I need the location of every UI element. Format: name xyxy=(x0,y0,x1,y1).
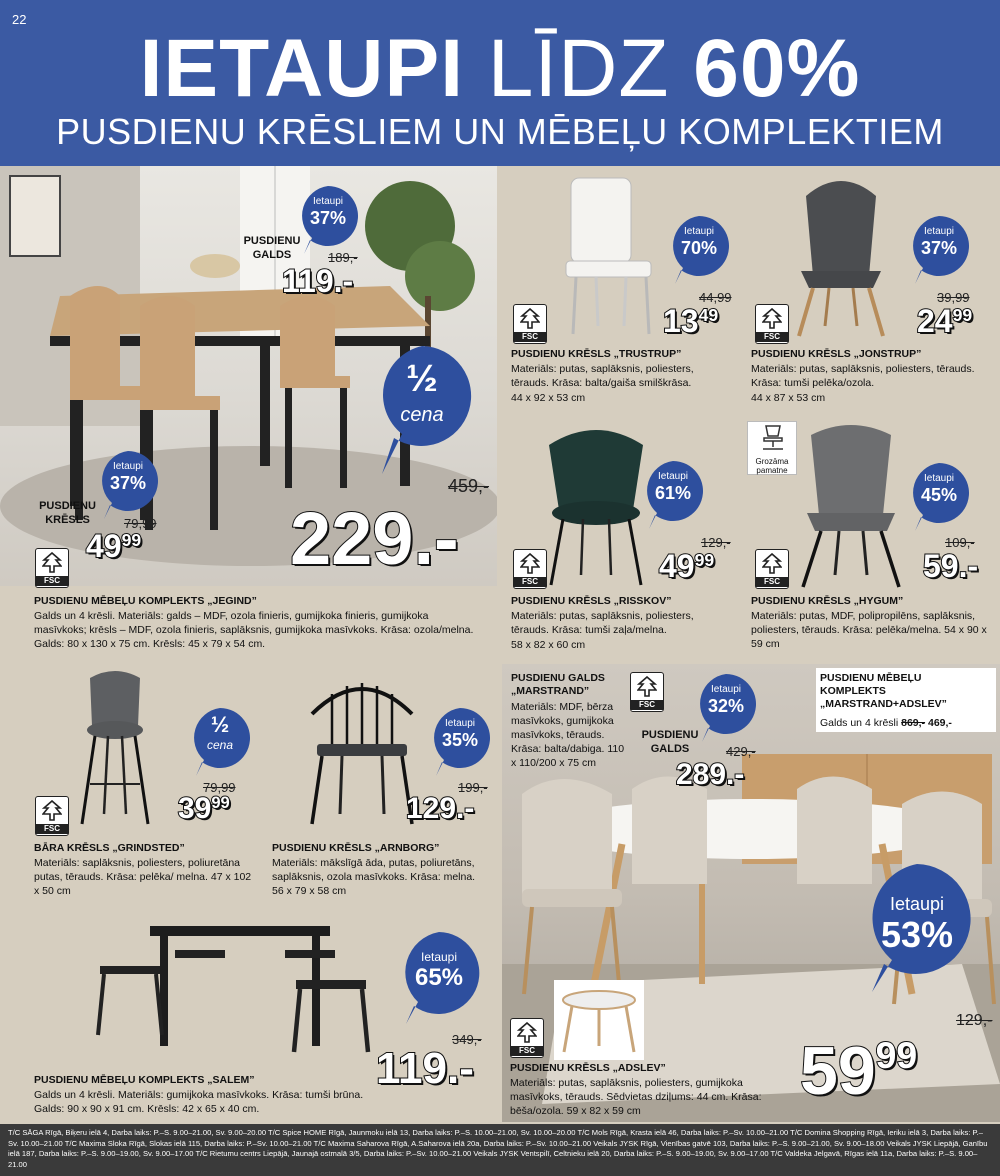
fsc-text: FSC xyxy=(514,577,546,587)
price-cents: 99 xyxy=(952,305,973,325)
badge-value: 45% xyxy=(920,485,958,505)
arnborg-desc: Materiāls: mākslīgā āda, putas, poliuretāns, saplāksnis, ozola masīvkoks. Krāsa: melna. 56 x 79 x 58 cm xyxy=(272,857,476,897)
arnborg-old-price: 199,- xyxy=(458,780,488,795)
price-main: 49 xyxy=(659,548,695,584)
badge-label: Ietaupi xyxy=(112,461,144,472)
badge-value: 70% xyxy=(680,238,718,258)
panel-arnborg xyxy=(262,664,498,906)
hygum-title: PUSDIENU KRĒSLS „HYGUM” xyxy=(751,595,904,607)
set-desc-text: Galds un 4 krēsli xyxy=(820,717,899,729)
badge-label: Ietaupi xyxy=(710,684,742,695)
salem-old-price: 349,- xyxy=(452,1032,482,1047)
price-cents: 99 xyxy=(694,550,715,570)
panel-salem xyxy=(0,910,498,1122)
badge-label: Ietaupi xyxy=(889,894,945,914)
hygum-badge xyxy=(909,463,969,533)
badge-value: 35% xyxy=(441,730,479,750)
salem-badge xyxy=(398,932,480,1026)
risskov-fsc-logo xyxy=(513,549,547,589)
price-main: 49 xyxy=(86,528,122,564)
jegind-half-price-badge xyxy=(372,346,472,476)
risskov-dims: 58 x 82 x 60 cm xyxy=(511,639,586,651)
jonstrup-desc: Materiāls: putas, saplāksnis, poliesters, tērauds. Krāsa: tumši pelēka/ozola. xyxy=(751,363,975,389)
badge-value: 65% xyxy=(414,964,464,991)
hygum-price: 59.- xyxy=(923,548,979,584)
fsc-text: FSC xyxy=(756,332,788,342)
badge-label: Ietaupi xyxy=(657,471,689,482)
marstrand-table-label: PUSDIENU GALDS xyxy=(641,729,699,755)
page-number: 22 xyxy=(12,12,27,27)
grindsted-fsc-logo xyxy=(35,796,69,836)
panel-jonstrup xyxy=(741,166,1000,411)
grindsted-price xyxy=(178,792,230,826)
badge-value: 32% xyxy=(707,696,745,716)
adslev-table-thumbnail xyxy=(554,980,644,1060)
marstrand-set-box xyxy=(816,668,996,732)
badge-value: 37% xyxy=(920,238,958,258)
price-main: 39 xyxy=(178,792,212,825)
jonstrup-badge xyxy=(909,216,969,286)
grindsted-half-price-badge xyxy=(190,708,250,778)
badge-value: 37% xyxy=(109,473,147,493)
hygum-old-price: 109,- xyxy=(945,535,975,550)
arnborg-title: PUSDIENU KRĒSLS „ARNBORG” xyxy=(272,842,440,854)
jegind-chair-price xyxy=(86,528,141,565)
set-old-price: 869,- xyxy=(901,717,926,729)
badge-label: Ietaupi xyxy=(923,473,955,484)
adslev-title: PUSDIENU KRĒSLS „ADSLEV” xyxy=(510,1062,666,1074)
marstrand-table-old-price: 429,- xyxy=(726,744,756,759)
jonstrup-dims: 44 x 87 x 53 cm xyxy=(751,392,826,404)
adslev-badge xyxy=(862,864,972,994)
trustrup-badge xyxy=(669,216,729,286)
arnborg-price: 129.- xyxy=(406,792,475,825)
trustrup-fsc-logo xyxy=(513,304,547,344)
half-price-word: cena xyxy=(400,404,444,426)
price-main: 24 xyxy=(917,303,953,339)
header-banner xyxy=(0,0,1000,166)
badge-value: 37% xyxy=(309,208,347,228)
jegind-chair-label: PUSDIENU KRĒSLS xyxy=(39,500,96,526)
panel-hygum xyxy=(741,415,1000,660)
jegind-chair-old-price: 79,99 xyxy=(124,516,157,531)
adslev-desc: Materiāls: putas, saplāksnis, poliesters, gumijkoka masīvkoks, tērauds. Sēdvietas dziļums: 44 cm. Krāsa: bēša/ozola. 59 x 82 x 59 cm xyxy=(510,1077,762,1117)
badge-label: Ietaupi xyxy=(683,226,715,237)
jegind-table-old-price: 189,- xyxy=(328,250,358,265)
price-main: 59 xyxy=(800,1033,876,1109)
jegind-table-label: PUSDIENU GALDS xyxy=(243,235,301,261)
jonstrup-price xyxy=(917,303,972,340)
marstrand-table-price: 289.- xyxy=(676,758,745,791)
jegind-set-price: 229.- xyxy=(290,497,459,580)
half-price-fraction: ½ xyxy=(210,712,230,737)
headline xyxy=(0,23,1000,114)
marstrand-set-desc xyxy=(820,716,996,730)
price-main: 13 xyxy=(663,303,699,339)
panel-jegind xyxy=(0,166,497,661)
fsc-text: FSC xyxy=(631,700,663,710)
price-cents: 99 xyxy=(875,1034,918,1076)
salem-price: 119.- xyxy=(376,1044,474,1093)
jegind-chair-badge xyxy=(98,451,158,521)
badge-label: Ietaupi xyxy=(420,950,458,964)
footer-store-list: T/C SĀGA Rīgā, Biķeru ielā 4, Darba laiks: P.–S. 9.00–21.00, Sv. 9.00–20.00 T/C Spice HOME Rīgā, Jaunmoku ielā 13, Darba laiks: P.–S. 10.00–21.00, Sv. 10.00–20.00 T/C Mols Rīgā, Krasta ielā 46, Darba laiks: P.–Sv. 10.00–21.00 T/C Domina Shopping Rīgā, Ieriku ielā 3, Darba laiks: P.–Sv. 10.00–21.00 T/C Maxima Sloka Rīgā, Slokas ielā 115, Darba laiks: P.–Sv. 10.00–21.00 T/C Maxima Saharova Rīgā, A.Saharova ielā 20a, Darba laiks: P.–Sv. 10.00–21.00 Veikals JYSK Rīgā, Vienības gatvē 103, Darba laiks: P.–S. 9.00–21.00, Sv. 9.00–18.00 Veikals JYSK Liepājā, Ganību ielā 187, Darba laiks: P.–S. 9.00–19.00, Sv. 9.00–17.00 T/C Rietumu centrs Liepājā, Jaunajā ostmalā 3/5, Darba laiks: P.–Sv. 10.00–21.00 Veikals JYSK Ventspilī, Celtnieku ielā 20, Darba laiks: P.–S. 9.00–19.00, Sv. 9.00–17.00 T/C Valdeka Jelgavā, Rīgas ielā 11a, Darba laiks: P.–S. 9.00–21.00 xyxy=(0,1124,1000,1176)
trustrup-old-price: 44,99 xyxy=(699,290,732,305)
hygum-fsc-logo xyxy=(755,549,789,589)
fsc-text: FSC xyxy=(514,332,546,342)
price-cents: 99 xyxy=(211,794,230,812)
marstrand-table-title: PUSDIENU GALDS „MARSTRAND” xyxy=(511,672,605,697)
swivel-chair-icon xyxy=(748,422,798,452)
set-new-price: 469,- xyxy=(927,717,952,729)
risskov-title: PUSDIENU KRĒSLS „RISSKOV” xyxy=(511,595,672,607)
price-cents: 49 xyxy=(698,305,719,325)
adslev-price xyxy=(800,1032,917,1110)
price-cents: 99 xyxy=(121,530,142,550)
badge-value: 53% xyxy=(880,914,954,955)
panel-risskov xyxy=(501,415,737,660)
risskov-badge xyxy=(643,461,703,531)
grindsted-old-price: 79,99 xyxy=(203,780,236,795)
hygum-swivel-box xyxy=(747,421,797,475)
salem-title: PUSDIENU MĒBEĻU KOMPLEKTS „SALEM” xyxy=(34,1074,255,1086)
adslev-old-price: 129,- xyxy=(956,1012,993,1029)
headline-bold: IETAUPI xyxy=(139,23,464,114)
badge-value: 61% xyxy=(654,483,692,503)
marstrand-set-title: PUSDIENU MĒBEĻU KOMPLEKTS „MARSTRAND+ADSLEV” xyxy=(820,672,947,710)
badge-label: Ietaupi xyxy=(923,226,955,237)
subheadline: PUSDIENU KRĒSLIEM UN MĒBEĻU KOMPLEKTIEM xyxy=(56,111,944,152)
trustrup-title: PUSDIENU KRĒSLS „TRUSTRUP” xyxy=(511,348,682,360)
jegind-title: PUSDIENU MĒBEĻU KOMPLEKTS „JEGIND” xyxy=(34,595,257,607)
trustrup-dims: 44 x 92 x 53 cm xyxy=(511,392,586,404)
marstrand-table-desc: Materiāls: MDF, bērza masīvkoks, gumijkoka masīvkoks, tērauds. Krāsa: balta/dabiga. 110 x 110/200 x 75 cm xyxy=(511,701,625,769)
headline-percent: 60% xyxy=(693,23,861,114)
hygum-desc: Materiāls: putas, MDF, polipropilēns, saplāksnis, poliesters, tērauds. Krāsa: pelēka/melna. 54 x 90 x 59 cm xyxy=(751,610,987,650)
adslev-inset xyxy=(554,980,644,1060)
headline-thin: LĪDZ xyxy=(487,23,670,114)
jegind-set-old-price: 459,- xyxy=(448,476,490,496)
risskov-desc: Materiāls: putas, saplāksnis, poliesters, tērauds. Krāsa: tumši zaļa/melna. xyxy=(511,610,694,636)
jonstrup-old-price: 39,99 xyxy=(937,290,970,305)
risskov-old-price: 129,- xyxy=(701,535,731,550)
jegind-table-price: 119.- xyxy=(282,263,354,299)
arnborg-badge xyxy=(430,708,490,778)
swivel-text: Grozāma pamatne xyxy=(755,457,789,475)
half-price-fraction: ½ xyxy=(406,358,438,400)
fsc-text: FSC xyxy=(36,824,68,834)
fsc-text: FSC xyxy=(756,577,788,587)
panel-trustrup xyxy=(501,166,737,411)
jegind-desc: Galds un 4 krēsli. Materiāls: galds – MDF, ozola finieris, gumijkoka finieris, gumijkoka masīvkoks; krēsls – MDF, ozola finieris, saplāksnis, gumijkoka masīvkoks. Krāsa: ozola/melna. Galds: 80 x 130 x 75 cm. Krēsls: 45 x 79 x 54 cm. xyxy=(34,610,474,650)
jonstrup-title: PUSDIENU KRĒSLS „JONSTRUP” xyxy=(751,348,922,360)
trustrup-desc: Materiāls: putas, saplāksnis, poliesters, tērauds. Krāsa: balta/gaiša smilškrāsa. xyxy=(511,363,694,389)
fsc-text: FSC xyxy=(36,576,68,586)
salem-desc: Galds un 4 krēsli. Materiāls: gumijkoka masīvkoks. Krāsa: tumši brūna. Galds: 90 x 90 x 91 cm. Krēsls: 42 x 65 x 40 cm. xyxy=(34,1089,364,1115)
panel-marstrand xyxy=(502,664,1000,1122)
panel-grindsted xyxy=(0,664,258,906)
grindsted-title: BĀRA KRĒSLS „GRINDSTED” xyxy=(34,842,185,854)
jonstrup-fsc-logo xyxy=(755,304,789,344)
badge-label: Ietaupi xyxy=(312,196,344,207)
fsc-text: FSC xyxy=(511,1046,543,1056)
risskov-price xyxy=(659,548,714,585)
jegind-fsc-logo xyxy=(35,548,69,588)
grindsted-desc: Materiāls: saplāksnis, poliesters, poliuretāna putas, tērauds. Krāsa: pelēka/ melna. 47 x 102 x 50 cm xyxy=(34,857,252,897)
badge-label: Ietaupi xyxy=(444,718,476,729)
half-price-word: cena xyxy=(206,738,234,752)
marstrand-fsc-logo-top xyxy=(630,672,664,712)
adslev-fsc-logo xyxy=(510,1018,544,1058)
trustrup-price xyxy=(663,303,718,340)
